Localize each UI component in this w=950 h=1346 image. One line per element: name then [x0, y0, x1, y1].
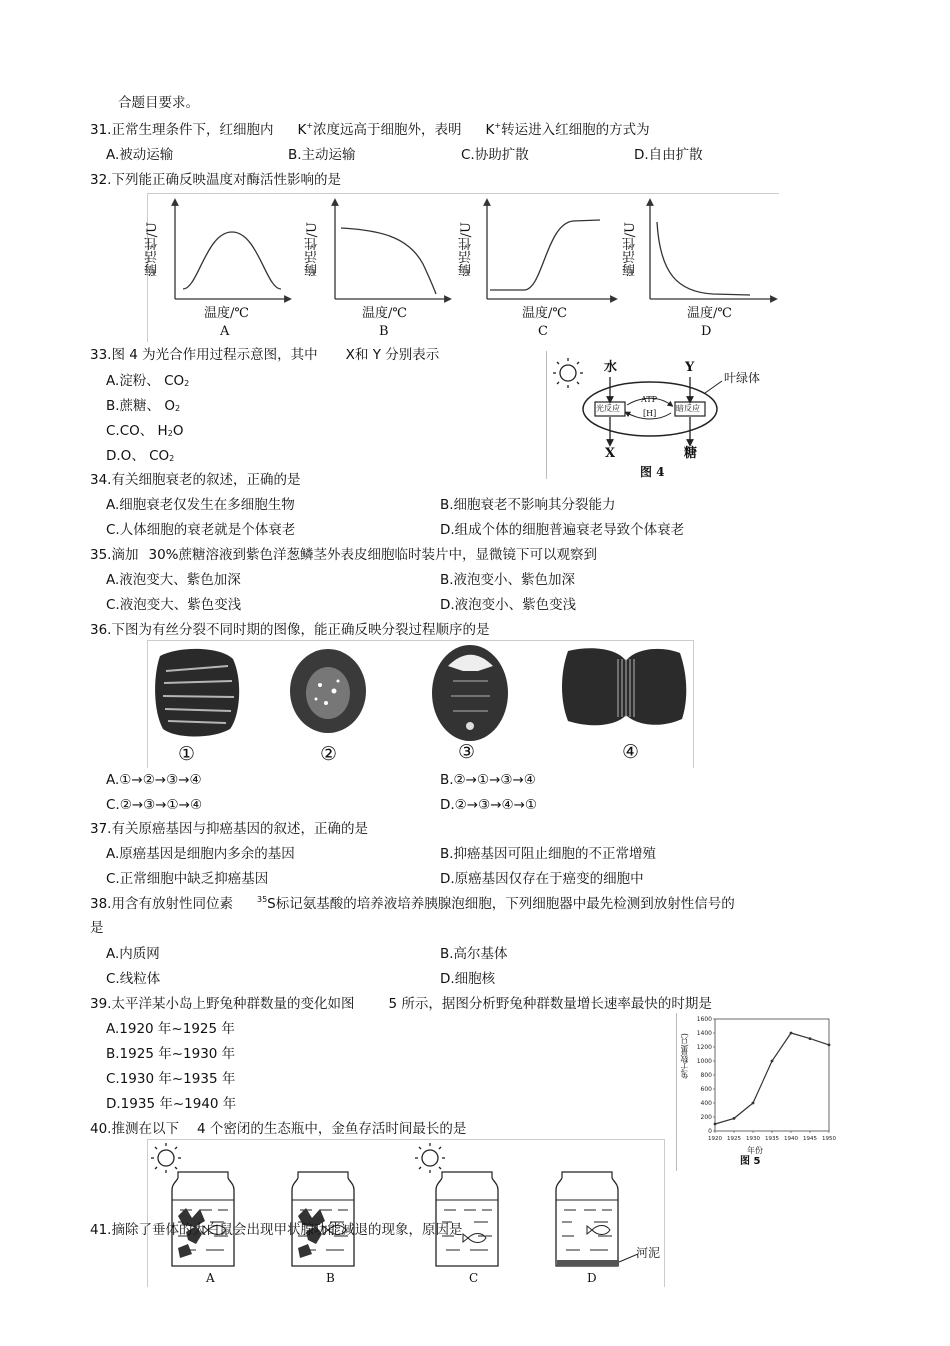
q33-fig-water: 水 [604, 360, 618, 375]
cell-1 [155, 649, 239, 737]
cell-2 [290, 649, 366, 733]
q34-option-c[interactable]: C.人体细胞的衰老就是个体衰老 [106, 522, 296, 538]
q33-fig-light-reaction: 光反应 [596, 404, 620, 413]
x-tick-label: 1925 [727, 1136, 741, 1142]
q39-option-a[interactable]: A.1920 年~1925 年 [106, 1021, 235, 1037]
q31-option-a[interactable]: A.被动运输 [106, 147, 174, 163]
q33-fig-atp: ATP [641, 395, 658, 404]
q38-option-d[interactable]: D.细胞核 [440, 971, 496, 987]
q33-option-b[interactable]: B.蔗糖、 $O_2$ [106, 398, 181, 414]
q32-graph-d [650, 202, 774, 299]
q36-option-c[interactable]: C.②→③→①→④ [106, 797, 203, 813]
q31-option-c[interactable]: C.协助扩散 [461, 147, 529, 163]
q40-letter-a: A [206, 1271, 215, 1285]
q31-stem: 31.正常生理条件下，红细胞内 K+浓度远高于细胞外，表明 K+转运进入红细胞的方式为 [90, 121, 650, 138]
q38-stem-cont: 是 [90, 920, 104, 936]
q33-option-a[interactable]: A.淀粉、 $CO_2$ [106, 373, 190, 389]
q35-option-c[interactable]: C.液泡变大、紫色变浅 [106, 597, 242, 613]
q39-option-c[interactable]: C.1930 年~1935 年 [106, 1071, 236, 1087]
q32-graph-c [487, 202, 614, 299]
chart-ylabel: 兔子数量(只) [680, 1033, 689, 1080]
q32-letter-a: A [220, 324, 230, 339]
q36-stem: 36.下图为有丝分裂不同时期的图像，能正确反映分裂过程顺序的是 [90, 622, 490, 638]
data-point [714, 1123, 717, 1126]
x-tick-label: 1920 [708, 1136, 722, 1142]
q39-stem: 39.太平洋某小岛上野兔种群数量的变化如图 5 所示，据图分析野兔种群数量增长速率最快的时期是 [90, 996, 712, 1012]
chart-caption: 图 5 [740, 1156, 761, 1167]
data-point [752, 1102, 755, 1105]
y-tick-label: 400 [700, 1100, 712, 1107]
q38-option-a[interactable]: A.内质网 [106, 946, 160, 962]
q34-option-d[interactable]: D.组成个体的细胞普遍衰老导致个体衰老 [440, 522, 685, 538]
y-tick-label: 1000 [696, 1058, 712, 1065]
data-point [790, 1032, 793, 1035]
q32-ylabel-d: 酶活性/U [623, 222, 638, 277]
q40-stem: 40.推测在以下 4 个密闭的生态瓶中，金鱼存活时间最长的是 [90, 1121, 467, 1137]
cell-3 [432, 645, 508, 741]
x-tick-label: 1945 [803, 1136, 817, 1142]
q31-option-b[interactable]: B.主动运输 [288, 147, 356, 163]
intro-text: 合题目要求。 [118, 95, 199, 111]
q33-fig-x: X [605, 446, 616, 461]
q36-option-b[interactable]: B.②→①→③→④ [440, 772, 536, 788]
y-tick-label: 800 [700, 1072, 712, 1079]
q33-fig-caption: 图 4 [640, 465, 665, 479]
q34-option-b[interactable]: B.细胞衰老不影响其分裂能力 [440, 497, 616, 513]
q32-ylabel-b: 酶活性/U [305, 222, 320, 277]
q36-label-4: ④ [622, 741, 640, 763]
q33-fig-dark-reaction: 暗反应 [676, 404, 700, 413]
population-line [715, 1033, 829, 1124]
q38-stem: 38.用含有放射性同位素 $^{35}$S标记氨基酸的培养液培养胰腺泡细胞，下列细胞器中最先检测到放射性信号的 [90, 895, 735, 912]
q36-label-2: ② [320, 743, 338, 765]
q33-fig-h: [H] [643, 409, 657, 418]
chart-plot-frame [715, 1019, 829, 1131]
q33-figure-4 [546, 351, 787, 479]
q35-option-d[interactable]: D.液泡变小、紫色变浅 [440, 597, 577, 613]
q39-option-d[interactable]: D.1935 年~1940 年 [106, 1096, 237, 1112]
q31-option-d[interactable]: D.自由扩散 [634, 147, 703, 163]
x-tick-label: 1935 [765, 1136, 779, 1142]
q32-graph-b [335, 202, 448, 299]
q32-figure [147, 193, 779, 342]
q32-graph-a [175, 202, 288, 299]
q33-fig-sugar: 糖 [684, 446, 698, 461]
q37-stem: 37.有关原癌基因与抑癌基因的叙述，正确的是 [90, 821, 368, 837]
q34-option-a[interactable]: A.细胞衰老仅发生在多细胞生物 [106, 497, 295, 513]
q32-ylabel-a: 酶活性/U [145, 222, 160, 277]
q35-option-b[interactable]: B.液泡变小、紫色加深 [440, 572, 576, 588]
q33-option-c[interactable]: C.CO、 $H_2O$ [106, 423, 184, 439]
q39-figure-5 [676, 1013, 837, 1171]
q40-letter-b: B [326, 1271, 335, 1285]
y-tick-label: 1200 [696, 1044, 712, 1051]
q33-fig-chloroplast: 叶绿体 [724, 371, 761, 385]
data-point [771, 1060, 774, 1063]
q37-option-a[interactable]: A.原癌基因是细胞内多余的基因 [106, 846, 295, 862]
data-point [828, 1044, 831, 1047]
y-tick-label: 0 [708, 1128, 712, 1135]
q36-label-1: ① [178, 743, 196, 765]
q38-option-c[interactable]: C.线粒体 [106, 971, 161, 987]
q33-option-d[interactable]: D.O、 $CO_2$ [106, 448, 175, 464]
y-tick-label: 1600 [696, 1016, 712, 1023]
data-point [733, 1117, 736, 1120]
q40-mud-label: 河泥 [636, 1246, 661, 1260]
q36-option-a[interactable]: A.①→②→③→④ [106, 772, 202, 788]
q32-letter-b: B [379, 324, 389, 339]
q33-stem: 33.图 4 为光合作用过程示意图，其中 X和 Y 分别表示 [90, 347, 440, 363]
q36-option-d[interactable]: D.②→③→④→① [440, 797, 538, 813]
y-tick-label: 1400 [696, 1030, 712, 1037]
q40-figure [147, 1139, 665, 1287]
q32-xlabel-c: 温度/℃ [522, 306, 567, 321]
q35-option-a[interactable]: A.液泡变大、紫色加深 [106, 572, 241, 588]
q32-stem: 32.下列能正确反映温度对酶活性影响的是 [90, 172, 341, 188]
q40-letter-c: C [469, 1271, 479, 1285]
q32-letter-d: D [701, 324, 712, 339]
y-tick-label: 600 [700, 1086, 712, 1093]
x-tick-label: 1930 [746, 1136, 760, 1142]
q32-xlabel-b: 温度/℃ [362, 306, 407, 321]
q37-option-b[interactable]: B.抑癌基因可阻止细胞的不正常增殖 [440, 846, 657, 862]
q35-stem: 35.滴加 30%蔗糖溶液到紫色洋葱鳞茎外表皮细胞临时装片中，显微镜下可以观察到 [90, 547, 597, 563]
x-tick-label: 1940 [784, 1136, 798, 1142]
q41-stem: 41.摘除了垂体的大白鼠会出现甲状腺功能减退的现象，原因是 [90, 1222, 463, 1238]
q33-fig-y: Y [685, 360, 695, 375]
q32-letter-c: C [538, 324, 548, 339]
sun-icon [151, 1143, 181, 1173]
sun-icon [553, 358, 583, 388]
q38-option-b[interactable]: B.高尔基体 [440, 946, 508, 962]
cell-4 [562, 648, 686, 725]
q32-xlabel-a: 温度/℃ [204, 306, 249, 321]
q32-xlabel-d: 温度/℃ [687, 306, 732, 321]
y-tick-label: 200 [700, 1114, 712, 1121]
q36-label-3: ③ [458, 741, 476, 763]
q37-option-d[interactable]: D.原癌基因仅存在于癌变的细胞中 [440, 871, 644, 887]
data-point [809, 1037, 812, 1040]
q34-stem: 34.有关细胞衰老的叙述，正确的是 [90, 472, 301, 488]
chart-xlabel: 年份 [747, 1146, 763, 1155]
q40-letter-d: D [587, 1271, 597, 1285]
q32-ylabel-c: 酶活性/U [459, 222, 474, 277]
q37-option-c[interactable]: C.正常细胞中缺乏抑癌基因 [106, 871, 269, 887]
q36-figure [147, 640, 694, 768]
q39-option-b[interactable]: B.1925 年~1930 年 [106, 1046, 236, 1062]
x-tick-label: 1950 [822, 1136, 836, 1142]
